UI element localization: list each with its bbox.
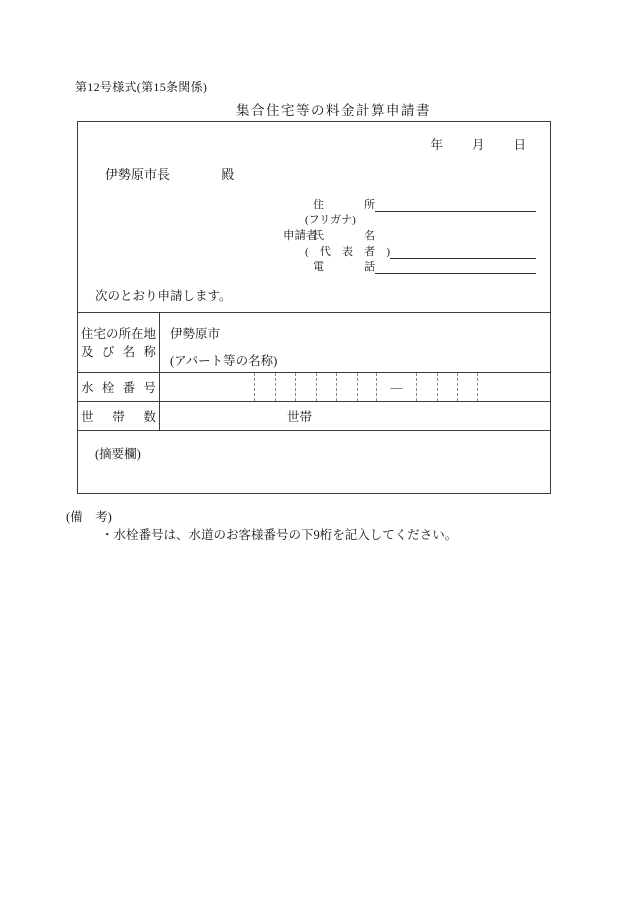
faucet-number-label-cell — [78, 373, 160, 401]
applicant-phone-row — [305, 259, 536, 275]
applicant-group-label: 申請者 — [283, 230, 318, 242]
faucet-digit-cell — [357, 373, 378, 401]
faucet-digit-cell — [275, 373, 296, 401]
form-number: 第12号様式(第15条関係) — [75, 80, 208, 94]
representative-blank-line — [390, 246, 536, 259]
note-item: ・水栓番号は、水道のお客様番号の下9桁を記入してください。 — [101, 528, 458, 542]
location-label-cell — [78, 313, 160, 372]
faucet-number-separator: — — [390, 379, 403, 394]
remarks-label: (摘要欄) — [95, 447, 141, 461]
faucet-digit-cell — [316, 373, 337, 401]
household-count-value-cell — [160, 402, 550, 430]
faucet-digit-cell — [416, 373, 437, 401]
notes-heading: (備 考) — [66, 510, 112, 524]
location-label-line2: 及び名称 — [81, 345, 156, 359]
phone-label: 電話 — [313, 261, 375, 274]
faucet-digit-cell — [295, 373, 316, 401]
faucet-digit-cell — [437, 373, 458, 401]
date-day-label: 日 — [513, 138, 526, 152]
faucet-number-label: 水栓番号 — [81, 381, 156, 395]
applicant-address-row — [305, 196, 536, 212]
date-month-label: 月 — [471, 138, 485, 152]
table-row-household-count — [78, 401, 550, 430]
applicant-fields — [305, 196, 536, 274]
faucet-digit-cell — [254, 373, 275, 401]
applicant-name-row — [305, 227, 536, 243]
table-row-remarks — [78, 430, 550, 490]
addressee-name: 伊勢原市長 — [105, 167, 171, 182]
household-count-label-cell — [78, 402, 160, 430]
name-label: 氏名 — [313, 230, 375, 243]
location-label-line1: 住宅の所在地 — [81, 327, 157, 341]
applicant-furigana-row — [305, 212, 536, 228]
addressee-line — [105, 164, 234, 183]
application-table — [78, 312, 550, 490]
table-row-faucet-number — [78, 372, 550, 401]
phone-blank-line — [375, 261, 536, 274]
address-label: 住所 — [313, 198, 375, 211]
location-city-value: 伊勢原市 — [170, 327, 221, 341]
faucet-digit-cell — [336, 373, 357, 401]
location-apartment-name-label: (アパート等の名称) — [170, 354, 278, 368]
table-row-location — [78, 312, 550, 372]
address-blank-line — [375, 199, 536, 212]
representative-label: (代表者) — [305, 245, 390, 258]
page-title: 集合住宅等の料金計算申請書 — [236, 103, 431, 118]
applicant-representative-row — [305, 243, 536, 259]
form-frame — [77, 121, 551, 494]
faucet-digit-strip — [254, 373, 478, 401]
furigana-label: (フリガナ) — [305, 214, 356, 227]
location-value-cell — [160, 313, 550, 372]
addressee-honorific: 殿 — [221, 167, 235, 182]
household-count-label: 世帯数 — [81, 410, 156, 424]
date-year-label: 年 — [430, 138, 443, 152]
household-unit-label: 世帯 — [287, 410, 313, 424]
faucet-number-value-cell — [160, 373, 550, 401]
date-line — [430, 135, 526, 153]
declaration-text: 次のとおり申請します。 — [95, 289, 232, 303]
faucet-digit-cell — [457, 373, 478, 401]
